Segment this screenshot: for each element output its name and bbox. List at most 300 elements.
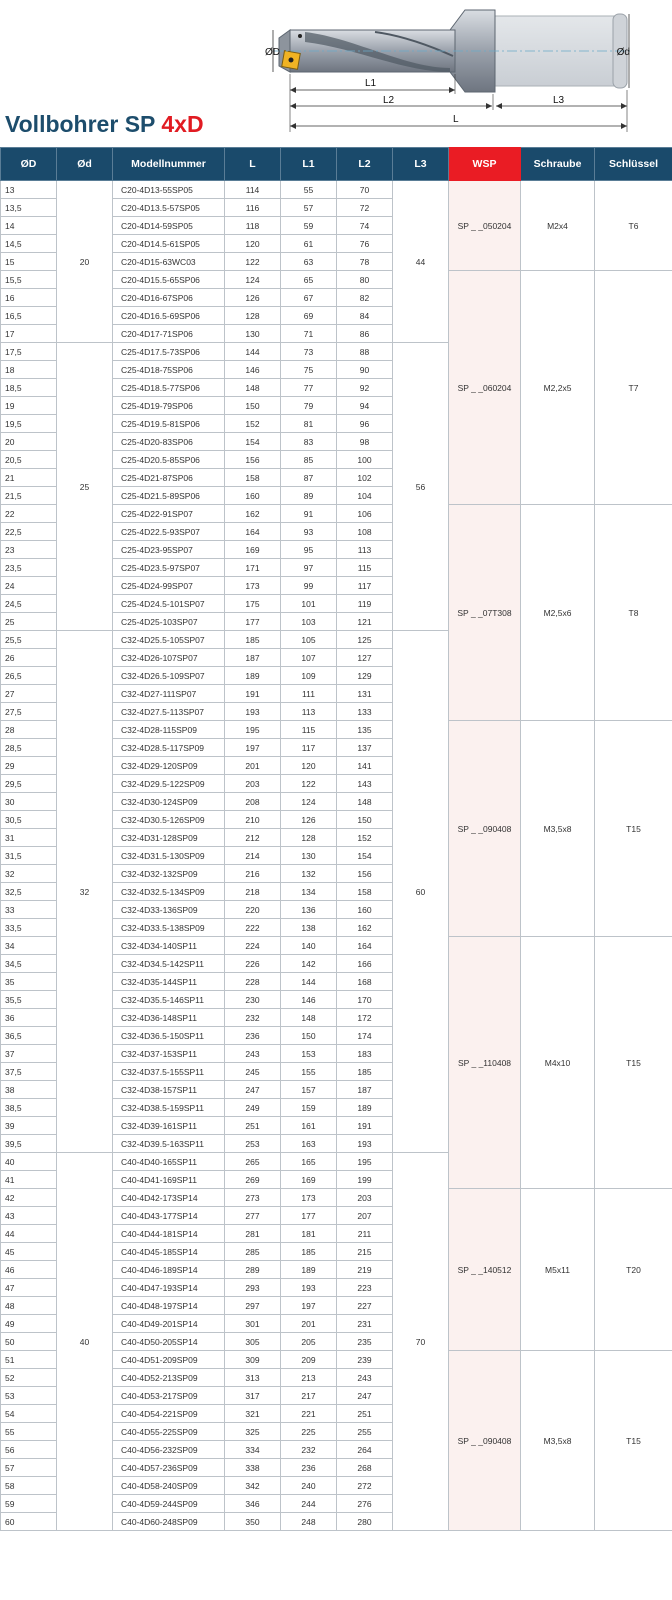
cell-length-l: 216 — [225, 865, 281, 883]
cell-length-l1: 130 — [281, 847, 337, 865]
cell-diameter: 41 — [1, 1171, 57, 1189]
cell-length-l3: 44 — [393, 181, 449, 343]
cell-diameter: 45 — [1, 1243, 57, 1261]
cell-diameter: 27,5 — [1, 703, 57, 721]
cell-length-l1: 236 — [281, 1459, 337, 1477]
cell-shank-diameter: 20 — [57, 181, 113, 343]
column-header: L2 — [337, 148, 393, 181]
cell-diameter: 24,5 — [1, 595, 57, 613]
cell-length-l: 118 — [225, 217, 281, 235]
cell-insert: SP _ _07T308 — [449, 505, 521, 721]
cell-length-l2: 148 — [337, 793, 393, 811]
cell-diameter: 30 — [1, 793, 57, 811]
cell-screw: M3,5x8 — [521, 1351, 595, 1531]
cell-diameter: 37 — [1, 1045, 57, 1063]
cell-model-number: C40-4D50-205SP14 — [113, 1333, 225, 1351]
cell-length-l: 126 — [225, 289, 281, 307]
cell-length-l: 144 — [225, 343, 281, 361]
cell-model-number: C40-4D47-193SP14 — [113, 1279, 225, 1297]
cell-length-l2: 150 — [337, 811, 393, 829]
cell-length-l1: 244 — [281, 1495, 337, 1513]
cell-diameter: 34,5 — [1, 955, 57, 973]
cell-length-l1: 81 — [281, 415, 337, 433]
cell-length-l1: 69 — [281, 307, 337, 325]
cell-length-l3: 56 — [393, 343, 449, 631]
cell-length-l2: 223 — [337, 1279, 393, 1297]
cell-diameter: 21,5 — [1, 487, 57, 505]
cell-model-number: C20-4D14.5-61SP05 — [113, 235, 225, 253]
cell-length-l2: 219 — [337, 1261, 393, 1279]
cell-diameter: 24 — [1, 577, 57, 595]
cell-length-l1: 225 — [281, 1423, 337, 1441]
cell-length-l2: 113 — [337, 541, 393, 559]
dim-label-l1: L1 — [365, 78, 377, 89]
cell-diameter: 26 — [1, 649, 57, 667]
cell-length-l2: 264 — [337, 1441, 393, 1459]
cell-screw: M5x11 — [521, 1189, 595, 1351]
cell-length-l1: 111 — [281, 685, 337, 703]
cell-length-l: 247 — [225, 1081, 281, 1099]
cell-shank-diameter: 32 — [57, 631, 113, 1153]
cell-model-number: C32-4D38-157SP11 — [113, 1081, 225, 1099]
cell-length-l1: 65 — [281, 271, 337, 289]
header — [0, 0, 672, 146]
cell-key: T8 — [595, 505, 672, 721]
cell-length-l2: 154 — [337, 847, 393, 865]
cell-length-l: 171 — [225, 559, 281, 577]
cell-diameter: 57 — [1, 1459, 57, 1477]
cell-length-l2: 133 — [337, 703, 393, 721]
cell-length-l1: 113 — [281, 703, 337, 721]
cell-length-l2: 115 — [337, 559, 393, 577]
cell-model-number: C32-4D35.5-146SP11 — [113, 991, 225, 1009]
cell-diameter: 39 — [1, 1117, 57, 1135]
cell-length-l2: 98 — [337, 433, 393, 451]
cell-length-l1: 79 — [281, 397, 337, 415]
cell-screw: M2x4 — [521, 181, 595, 271]
cell-diameter: 40 — [1, 1153, 57, 1171]
cell-length-l: 201 — [225, 757, 281, 775]
cell-diameter: 15 — [1, 253, 57, 271]
cell-diameter: 50 — [1, 1333, 57, 1351]
cell-model-number: C20-4D14-59SP05 — [113, 217, 225, 235]
cell-model-number: C40-4D54-221SP09 — [113, 1405, 225, 1423]
cell-length-l1: 99 — [281, 577, 337, 595]
cell-length-l1: 146 — [281, 991, 337, 1009]
cell-length-l2: 106 — [337, 505, 393, 523]
cell-length-l2: 137 — [337, 739, 393, 757]
cell-length-l2: 78 — [337, 253, 393, 271]
cell-length-l: 220 — [225, 901, 281, 919]
cell-length-l2: 231 — [337, 1315, 393, 1333]
cell-model-number: C32-4D27.5-113SP07 — [113, 703, 225, 721]
cell-length-l1: 115 — [281, 721, 337, 739]
column-header: L — [225, 148, 281, 181]
cell-model-number: C25-4D17.5-73SP06 — [113, 343, 225, 361]
cell-model-number: C32-4D37.5-155SP11 — [113, 1063, 225, 1081]
cell-length-l1: 89 — [281, 487, 337, 505]
cell-length-l: 124 — [225, 271, 281, 289]
cell-length-l1: 138 — [281, 919, 337, 937]
cell-model-number: C32-4D31.5-130SP09 — [113, 847, 225, 865]
cell-length-l1: 59 — [281, 217, 337, 235]
cell-length-l1: 197 — [281, 1297, 337, 1315]
column-header: WSP — [449, 148, 521, 181]
cell-length-l1: 57 — [281, 199, 337, 217]
cell-diameter: 19,5 — [1, 415, 57, 433]
cell-diameter: 23 — [1, 541, 57, 559]
cell-length-l: 265 — [225, 1153, 281, 1171]
cell-diameter: 22 — [1, 505, 57, 523]
cell-length-l1: 248 — [281, 1513, 337, 1531]
cell-model-number: C40-4D60-248SP09 — [113, 1513, 225, 1531]
cell-length-l1: 101 — [281, 595, 337, 613]
cell-length-l: 281 — [225, 1225, 281, 1243]
column-header: L3 — [393, 148, 449, 181]
cell-length-l: 189 — [225, 667, 281, 685]
dim-label-d: ØD — [265, 47, 280, 58]
cell-model-number: C32-4D36.5-150SP11 — [113, 1027, 225, 1045]
cell-model-number: C32-4D37-153SP11 — [113, 1045, 225, 1063]
cell-model-number: C25-4D21-87SP06 — [113, 469, 225, 487]
cell-length-l: 218 — [225, 883, 281, 901]
cell-length-l2: 158 — [337, 883, 393, 901]
cell-diameter: 33 — [1, 901, 57, 919]
cell-length-l: 350 — [225, 1513, 281, 1531]
cell-length-l: 187 — [225, 649, 281, 667]
cell-length-l: 210 — [225, 811, 281, 829]
cell-key: T6 — [595, 181, 672, 271]
cell-length-l1: 71 — [281, 325, 337, 343]
cell-length-l1: 148 — [281, 1009, 337, 1027]
cell-diameter: 36,5 — [1, 1027, 57, 1045]
cell-model-number: C40-4D56-232SP09 — [113, 1441, 225, 1459]
cell-model-number: C25-4D19.5-81SP06 — [113, 415, 225, 433]
cell-length-l: 293 — [225, 1279, 281, 1297]
cell-length-l: 175 — [225, 595, 281, 613]
cell-diameter: 28,5 — [1, 739, 57, 757]
cell-diameter: 48 — [1, 1297, 57, 1315]
cell-model-number: C40-4D53-217SP09 — [113, 1387, 225, 1405]
cell-length-l: 177 — [225, 613, 281, 631]
cell-length-l2: 187 — [337, 1081, 393, 1099]
cell-screw: M2,2x5 — [521, 271, 595, 505]
cell-length-l2: 72 — [337, 199, 393, 217]
cell-diameter: 30,5 — [1, 811, 57, 829]
cell-length-l: 321 — [225, 1405, 281, 1423]
cell-length-l2: 119 — [337, 595, 393, 613]
cell-model-number: C32-4D34.5-142SP11 — [113, 955, 225, 973]
cell-key: T15 — [595, 937, 672, 1189]
cell-length-l1: 83 — [281, 433, 337, 451]
cell-length-l1: 75 — [281, 361, 337, 379]
cell-length-l2: 90 — [337, 361, 393, 379]
cell-diameter: 55 — [1, 1423, 57, 1441]
cell-model-number: C32-4D32-132SP09 — [113, 865, 225, 883]
cell-length-l2: 129 — [337, 667, 393, 685]
cell-length-l1: 165 — [281, 1153, 337, 1171]
cell-length-l2: 268 — [337, 1459, 393, 1477]
cell-model-number: C40-4D41-169SP11 — [113, 1171, 225, 1189]
cell-diameter: 32,5 — [1, 883, 57, 901]
cell-model-number: C25-4D25-103SP07 — [113, 613, 225, 631]
cell-length-l2: 117 — [337, 577, 393, 595]
cell-model-number: C20-4D17-71SP06 — [113, 325, 225, 343]
cell-length-l2: 131 — [337, 685, 393, 703]
cell-length-l2: 207 — [337, 1207, 393, 1225]
cell-diameter: 29 — [1, 757, 57, 775]
cell-length-l2: 82 — [337, 289, 393, 307]
cell-model-number: C40-4D58-240SP09 — [113, 1477, 225, 1495]
cell-length-l: 146 — [225, 361, 281, 379]
cell-length-l: 313 — [225, 1369, 281, 1387]
cell-model-number: C32-4D33.5-138SP09 — [113, 919, 225, 937]
cell-model-number: C32-4D25.5-105SP07 — [113, 631, 225, 649]
cell-diameter: 52 — [1, 1369, 57, 1387]
cell-length-l2: 189 — [337, 1099, 393, 1117]
cell-model-number: C32-4D28.5-117SP09 — [113, 739, 225, 757]
cell-model-number: C25-4D24.5-101SP07 — [113, 595, 225, 613]
cell-model-number: C25-4D18.5-77SP06 — [113, 379, 225, 397]
cell-diameter: 58 — [1, 1477, 57, 1495]
cell-length-l1: 126 — [281, 811, 337, 829]
cell-diameter: 21 — [1, 469, 57, 487]
cell-diameter: 18 — [1, 361, 57, 379]
cell-length-l2: 227 — [337, 1297, 393, 1315]
dim-label-l2: L2 — [383, 95, 395, 106]
cell-length-l: 222 — [225, 919, 281, 937]
cell-length-l: 236 — [225, 1027, 281, 1045]
cell-length-l2: 247 — [337, 1387, 393, 1405]
cell-diameter: 39,5 — [1, 1135, 57, 1153]
cell-key: T20 — [595, 1189, 672, 1351]
cell-diameter: 47 — [1, 1279, 57, 1297]
cell-diameter: 17 — [1, 325, 57, 343]
cell-model-number: C20-4D16-67SP06 — [113, 289, 225, 307]
cell-length-l: 160 — [225, 487, 281, 505]
cell-diameter: 36 — [1, 1009, 57, 1027]
cell-length-l: 122 — [225, 253, 281, 271]
cell-length-l2: 239 — [337, 1351, 393, 1369]
cell-model-number: C25-4D24-99SP07 — [113, 577, 225, 595]
cell-key: T7 — [595, 271, 672, 505]
cell-length-l: 338 — [225, 1459, 281, 1477]
cell-diameter: 22,5 — [1, 523, 57, 541]
cell-length-l1: 55 — [281, 181, 337, 199]
cell-length-l: 193 — [225, 703, 281, 721]
cell-insert: SP _ _050204 — [449, 181, 521, 271]
cell-length-l: 297 — [225, 1297, 281, 1315]
cell-diameter: 18,5 — [1, 379, 57, 397]
cell-insert: SP _ _140512 — [449, 1189, 521, 1351]
cell-length-l: 197 — [225, 739, 281, 757]
cell-model-number: C25-4D23.5-97SP07 — [113, 559, 225, 577]
cell-length-l: 191 — [225, 685, 281, 703]
cell-length-l1: 159 — [281, 1099, 337, 1117]
cell-length-l2: 143 — [337, 775, 393, 793]
cell-length-l1: 201 — [281, 1315, 337, 1333]
cell-length-l2: 88 — [337, 343, 393, 361]
cell-length-l2: 125 — [337, 631, 393, 649]
column-header: Modellnummer — [113, 148, 225, 181]
cell-length-l1: 120 — [281, 757, 337, 775]
cell-length-l1: 189 — [281, 1261, 337, 1279]
cell-model-number: C40-4D59-244SP09 — [113, 1495, 225, 1513]
cell-length-l: 212 — [225, 829, 281, 847]
cell-length-l: 164 — [225, 523, 281, 541]
cell-diameter: 23,5 — [1, 559, 57, 577]
cell-diameter: 19 — [1, 397, 57, 415]
cell-length-l1: 73 — [281, 343, 337, 361]
table-body — [1, 181, 672, 1531]
cell-model-number: C32-4D36-148SP11 — [113, 1009, 225, 1027]
cell-diameter: 13,5 — [1, 199, 57, 217]
cell-length-l2: 84 — [337, 307, 393, 325]
cell-length-l2: 70 — [337, 181, 393, 199]
column-header: Ød — [57, 148, 113, 181]
cell-length-l: 317 — [225, 1387, 281, 1405]
cell-length-l: 114 — [225, 181, 281, 199]
cell-length-l1: 91 — [281, 505, 337, 523]
cell-model-number: C32-4D32.5-134SP09 — [113, 883, 225, 901]
cell-length-l3: 70 — [393, 1153, 449, 1531]
cell-length-l1: 177 — [281, 1207, 337, 1225]
cell-length-l: 325 — [225, 1423, 281, 1441]
cell-length-l2: 76 — [337, 235, 393, 253]
cell-diameter: 20 — [1, 433, 57, 451]
cell-length-l2: 276 — [337, 1495, 393, 1513]
cell-length-l2: 121 — [337, 613, 393, 631]
cell-length-l: 148 — [225, 379, 281, 397]
cell-length-l1: 117 — [281, 739, 337, 757]
cell-length-l1: 134 — [281, 883, 337, 901]
cell-length-l: 228 — [225, 973, 281, 991]
cell-length-l: 162 — [225, 505, 281, 523]
cell-length-l2: 135 — [337, 721, 393, 739]
cell-length-l1: 128 — [281, 829, 337, 847]
cell-diameter: 35,5 — [1, 991, 57, 1009]
cell-length-l2: 272 — [337, 1477, 393, 1495]
cell-screw: M4x10 — [521, 937, 595, 1189]
cell-length-l2: 100 — [337, 451, 393, 469]
cell-length-l2: 92 — [337, 379, 393, 397]
cell-length-l1: 163 — [281, 1135, 337, 1153]
cell-model-number: C32-4D29-120SP09 — [113, 757, 225, 775]
dim-label-shank-d: Ød — [616, 47, 630, 58]
cell-length-l1: 77 — [281, 379, 337, 397]
cell-length-l2: 108 — [337, 523, 393, 541]
cell-length-l2: 235 — [337, 1333, 393, 1351]
cell-insert: SP _ _090408 — [449, 721, 521, 937]
cell-length-l: 249 — [225, 1099, 281, 1117]
cell-length-l2: 211 — [337, 1225, 393, 1243]
cell-diameter: 31,5 — [1, 847, 57, 865]
cell-shank-diameter: 40 — [57, 1153, 113, 1531]
cell-diameter: 34 — [1, 937, 57, 955]
cell-model-number: C25-4D22.5-93SP07 — [113, 523, 225, 541]
cell-length-l: 156 — [225, 451, 281, 469]
cell-length-l1: 144 — [281, 973, 337, 991]
cell-model-number: C20-4D13.5-57SP05 — [113, 199, 225, 217]
cell-diameter: 43 — [1, 1207, 57, 1225]
cell-model-number: C32-4D39-161SP11 — [113, 1117, 225, 1135]
cell-length-l2: 255 — [337, 1423, 393, 1441]
cell-length-l: 214 — [225, 847, 281, 865]
cell-diameter: 37,5 — [1, 1063, 57, 1081]
cell-length-l2: 141 — [337, 757, 393, 775]
cell-length-l1: 169 — [281, 1171, 337, 1189]
column-header: Schlüssel — [595, 148, 672, 181]
cell-model-number: C40-4D40-165SP11 — [113, 1153, 225, 1171]
cell-model-number: C32-4D39.5-163SP11 — [113, 1135, 225, 1153]
cell-length-l: 230 — [225, 991, 281, 1009]
cell-length-l: 232 — [225, 1009, 281, 1027]
cell-model-number: C20-4D13-55SP05 — [113, 181, 225, 199]
cell-length-l: 226 — [225, 955, 281, 973]
cell-diameter: 46 — [1, 1261, 57, 1279]
cell-length-l: 309 — [225, 1351, 281, 1369]
cell-model-number: C40-4D55-225SP09 — [113, 1423, 225, 1441]
cell-insert: SP _ _090408 — [449, 1351, 521, 1531]
cell-length-l2: 102 — [337, 469, 393, 487]
cell-length-l: 334 — [225, 1441, 281, 1459]
cell-length-l: 253 — [225, 1135, 281, 1153]
cell-model-number: C32-4D28-115SP09 — [113, 721, 225, 739]
cell-length-l2: 86 — [337, 325, 393, 343]
cell-length-l1: 161 — [281, 1117, 337, 1135]
cell-length-l1: 205 — [281, 1333, 337, 1351]
cell-diameter: 27 — [1, 685, 57, 703]
cell-length-l: 346 — [225, 1495, 281, 1513]
cell-length-l2: 280 — [337, 1513, 393, 1531]
cell-length-l1: 61 — [281, 235, 337, 253]
cell-screw: M3,5x8 — [521, 721, 595, 937]
cell-model-number: C32-4D29.5-122SP09 — [113, 775, 225, 793]
cell-model-number: C32-4D31-128SP09 — [113, 829, 225, 847]
cell-diameter: 35 — [1, 973, 57, 991]
cell-length-l: 243 — [225, 1045, 281, 1063]
cell-diameter: 51 — [1, 1351, 57, 1369]
cell-length-l: 342 — [225, 1477, 281, 1495]
cell-length-l: 185 — [225, 631, 281, 649]
cell-diameter: 29,5 — [1, 775, 57, 793]
cell-shank-diameter: 25 — [57, 343, 113, 631]
cell-diameter: 56 — [1, 1441, 57, 1459]
cell-diameter: 38 — [1, 1081, 57, 1099]
cell-length-l1: 140 — [281, 937, 337, 955]
cell-length-l: 120 — [225, 235, 281, 253]
cell-diameter: 17,5 — [1, 343, 57, 361]
cell-length-l2: 172 — [337, 1009, 393, 1027]
cell-length-l2: 193 — [337, 1135, 393, 1153]
cell-length-l: 251 — [225, 1117, 281, 1135]
cell-length-l1: 132 — [281, 865, 337, 883]
cell-diameter: 53 — [1, 1387, 57, 1405]
cell-length-l2: 162 — [337, 919, 393, 937]
cell-length-l1: 155 — [281, 1063, 337, 1081]
page-title — [5, 111, 204, 138]
cell-model-number: C32-4D33-136SP09 — [113, 901, 225, 919]
cell-length-l: 301 — [225, 1315, 281, 1333]
cell-model-number: C32-4D34-140SP11 — [113, 937, 225, 955]
cell-length-l: 224 — [225, 937, 281, 955]
cell-model-number: C32-4D38.5-159SP11 — [113, 1099, 225, 1117]
cell-model-number: C32-4D30.5-126SP09 — [113, 811, 225, 829]
cell-model-number: C40-4D51-209SP09 — [113, 1351, 225, 1369]
cell-model-number: C32-4D26.5-109SP07 — [113, 667, 225, 685]
cell-model-number: C25-4D21.5-89SP06 — [113, 487, 225, 505]
cell-length-l2: 183 — [337, 1045, 393, 1063]
